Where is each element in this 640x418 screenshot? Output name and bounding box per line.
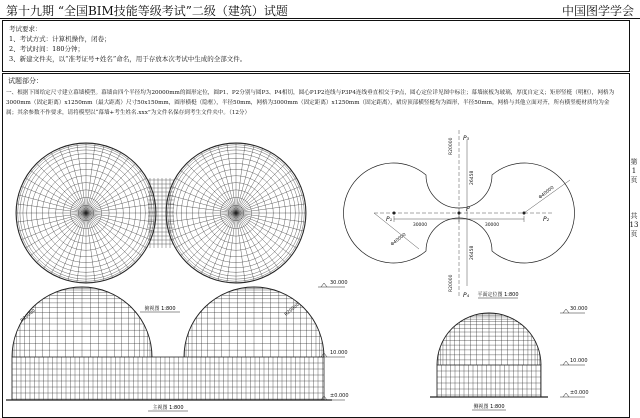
side-elevation-30: 30.000 [570,306,588,312]
organization-name: 中国图学学会 [561,4,634,18]
side-dome-elevation [437,313,541,365]
plan-view-drawing [344,130,575,298]
question-heading: 试题部分： [8,77,43,85]
dim-v-top: 26458 [470,170,475,185]
elevation-30: 30.000 [330,280,348,286]
front-radius-right: R20000 [284,302,301,318]
dim-p-p2: 30000 [484,223,500,228]
label-p3: P₃ [463,135,470,142]
side-char: 13 [629,221,639,229]
right-dome-top [164,141,308,285]
front-view-caption: 主视图 1:800 [152,405,184,411]
label-p1: P₁ [386,216,393,223]
side-char: 1 [631,167,637,175]
plan-view-caption: 平面定位图 1:800 [477,292,519,298]
side-char: 页 [630,230,638,238]
dim-dia-left: Φ40000 [390,232,408,248]
side-podium-grid [437,365,541,397]
side-char: 共 [630,212,638,220]
side-char: 第 [630,158,638,166]
side-view-caption: 侧视图 1:800 [473,404,505,410]
elevation-10: 10.000 [330,350,348,356]
podium-grid [12,357,324,400]
dim-v-bottom: 26458 [470,245,475,260]
question-text: 一、根据下图给定尺寸建立幕墙模型。幕墙由四个半径均为20000mm的圆形定位，圆P1、P2分别与圆P3、P4相切，圆心P1P2连线与P3P4连线垂直相交于P点，圆心定位详见图中标注；幕墙嵌板为玻璃，厚度自定义；矩形竖梃（明框），网格为3000mm（固定距离）x1250mm（最大距离）尺寸50x150mm，圆形横梃（隐框），半径50mm，网格为3000mm（固定距离）x1250mm（固定距离），裙房顶部横竖梃均为圆形，半径50mm，网格与其他立面对齐，所有横竖梃材质均为金属；其余参数不作要求，请将模型以“幕墙+考生姓名.xxx”为文件名保存到考生文件夹中。（12分） [6,90,615,116]
dim-dia-right: Φ40000 [538,185,556,201]
top-view-caption: 俯视图 1:800 [144,306,176,312]
front-view-drawing [6,287,332,400]
side-elevation-10: 10.000 [570,358,588,364]
top-view-drawing [14,141,308,285]
dim-p1-p: 30000 [412,223,428,228]
label-p: P [466,206,470,213]
right-dome-elevation [184,287,324,357]
requirement-item: 3、新建文件夹，以“准考证号+姓名”命名，用于存放本次考试中生成的全部文件。 [9,55,247,63]
front-radius-left: R20000 [20,308,37,324]
requirement-item: 2、考试时间：180分钟； [9,45,85,53]
requirement-item: 1、考试方式：计算机操作，闭卷； [9,35,111,43]
elevation-0: ±0.000 [330,393,349,399]
requirements-heading: 考试要求： [9,25,42,33]
dim-r-bottom: R20000 [449,274,454,292]
exam-title: 第十九期 “全国BIM技能等级考试”二级（建筑）试题 [6,4,288,18]
side-view-drawing [430,313,548,397]
left-dome-elevation [12,287,152,357]
elevation-markers [318,283,585,400]
left-dome-top [14,141,158,285]
label-p4: P₄ [463,292,470,299]
side-char: 页 [630,176,638,184]
label-p2: P₂ [543,216,550,223]
side-elevation-0: ±0.000 [570,390,589,396]
dim-r-top: R20000 [449,137,454,155]
